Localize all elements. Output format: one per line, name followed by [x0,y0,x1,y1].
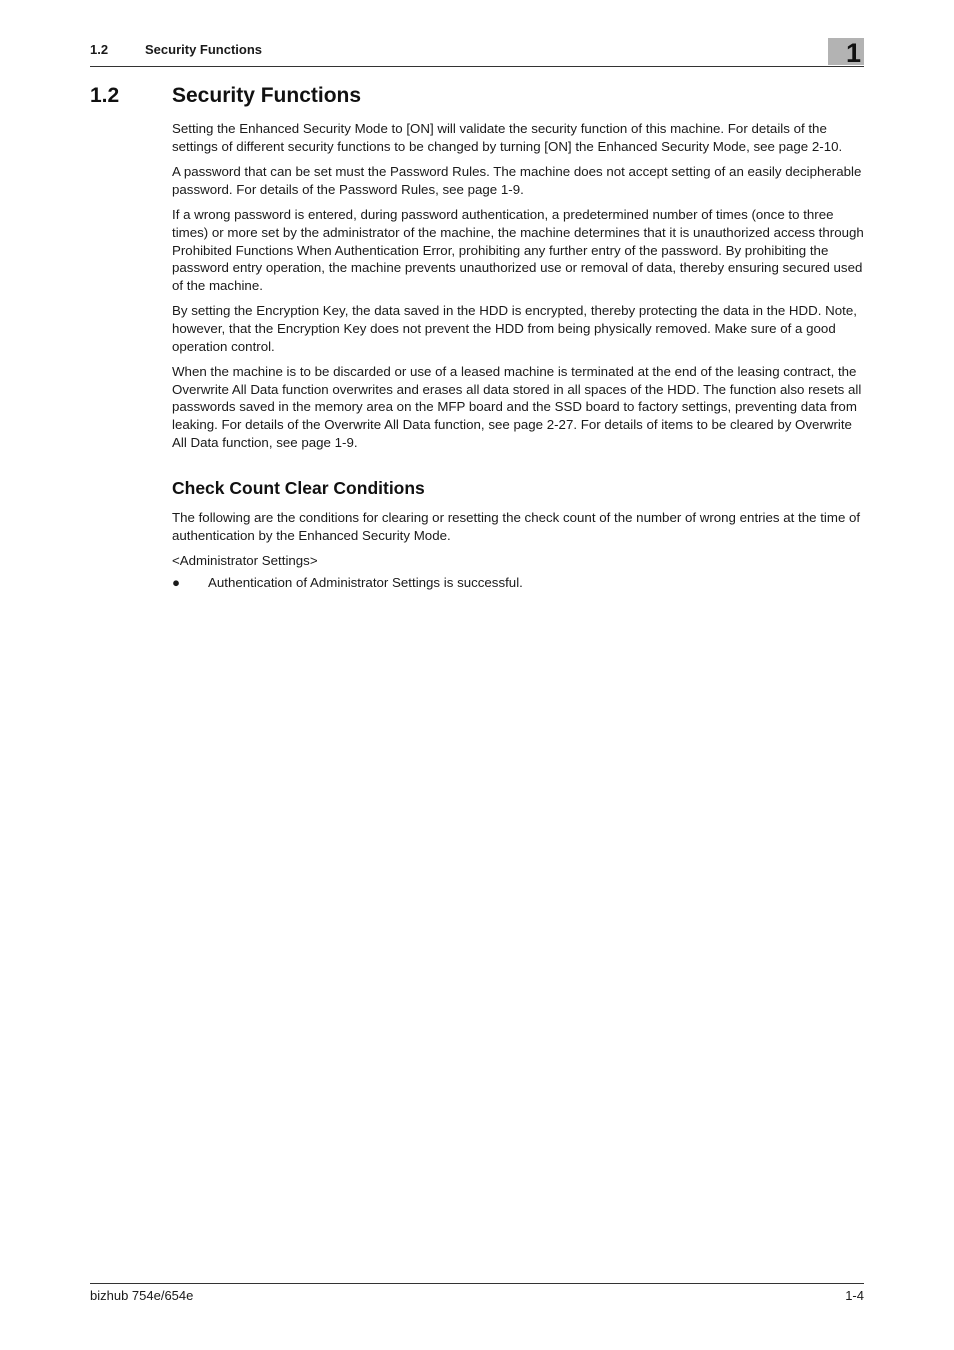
main-content [172,120,864,591]
header-section-number: 1.2 [90,42,109,57]
paragraph-wrong-password: If a wrong password is entered, during password authentication, a predetermined number of times (once to three times) or more set by the administrator of the machine, the machine determines that it is unauthorized access through Prohibited Functions When Authentication Error, prohibiting any further entry of the password. By prohibiting the password entry operation, the machine prevents unauthorized use or removal of data, thereby ensuring secured used of the machine. [172,207,864,293]
footer-product: bizhub 754e/654e [90,1288,194,1303]
bullet-list [172,574,864,592]
section-heading-number: 1.2 [90,84,120,107]
paragraph-enhanced-security: Setting the Enhanced Security Mode to [ON] will validate the security function of this machine. For details of the settings of different security functions to be changed by turning [ON] the Enhanced Security Mode, see page 2-10. [172,121,843,154]
subsection-title: Check Count Clear Conditions [172,478,425,499]
running-footer [90,1283,864,1303]
running-header [90,38,864,67]
header-section-title: Security Functions [145,42,263,57]
subsection-group-label: <Administrator Settings> [172,553,318,569]
footer-page-number: 1-4 [845,1288,864,1303]
bullet-text: Authentication of Administrator Settings is successful. [208,574,523,590]
bullet-icon: ● [172,574,181,590]
subsection-intro: The following are the conditions for clearing or resetting the check count of the number of wrong entries at the time of authentication by the Enhanced Security Mode. [172,510,861,543]
chapter-tab [828,38,864,68]
paragraph-encryption-key: By setting the Encryption Key, the data saved in the HDD is encrypted, thereby protecting the data in the HDD. Note, however, that the Encryption Key does not prevent the HDD from being physically removed. Make sure of a good operation control. [172,303,857,354]
section-heading-title: Security Functions [172,84,362,107]
paragraph-overwrite-all-data: When the machine is to be discarded or use of a leased machine is terminated at the end of the leasing contract, the Overwrite All Data function overwrites and erases all data stored in all spaces of the HDD. The function also resets all passwords saved in the memory area on the MFP board and the SSD board to factory settings, preventing data from leaking. For details of the Overwrite All Data function, see page 2-27. For details of items to be cleared by Overwrite All Data function, see page 1-9. [172,364,862,450]
chapter-number: 1 [845,38,861,68]
list-item [172,574,864,592]
paragraph-password-rules: A password that can be set must the Password Rules. The machine does not accept setting of an easily decipherable password. For details of the Password Rules, see page 1-9. [172,164,862,197]
